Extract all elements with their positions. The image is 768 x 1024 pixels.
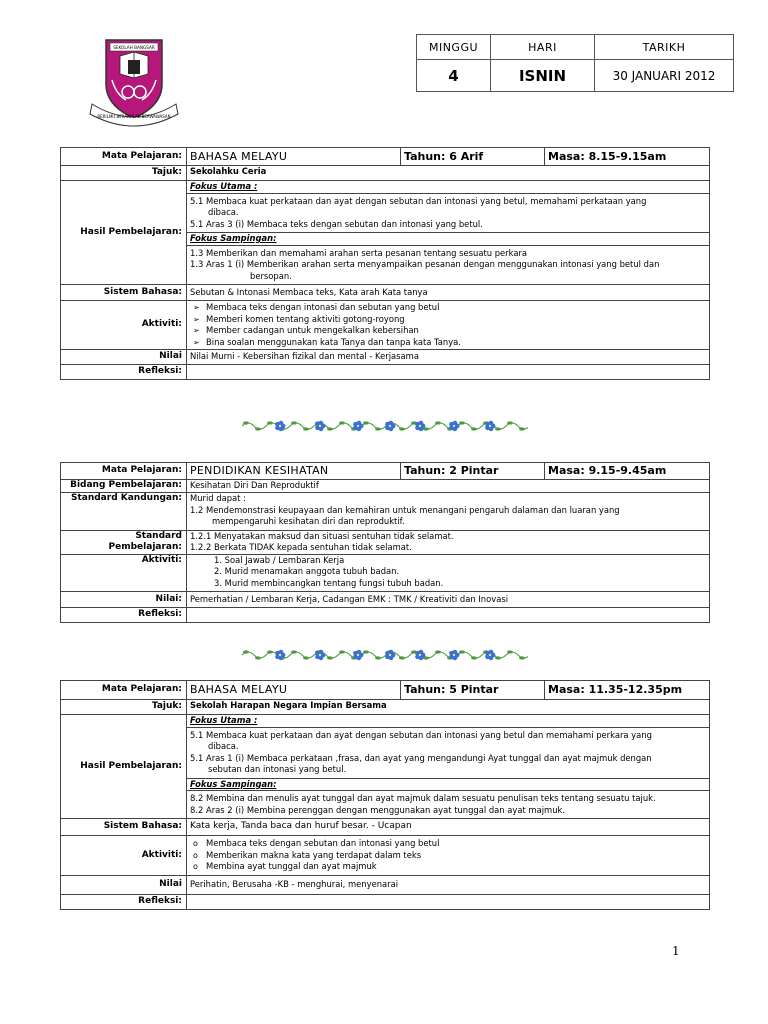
refleksi-label: Refleksi:: [61, 894, 187, 909]
leaf: [519, 656, 525, 659]
aktiviti-item: ➢ Memberi komen tentang aktiviti gotong-royong: [190, 314, 706, 326]
leaf: [471, 656, 477, 659]
fokus-sampingan-item: 1.3 Aras 1 (i) Memberikan arahan serta menyampaikan pesanan dengan menggunakan intonasi yang betul dan: [190, 259, 660, 269]
aktiviti-item: o Membina ayat tunggal dan ayat majmuk: [190, 861, 706, 873]
fokus-utama-item: 5.1 Membaca kuat perkataan dan ayat dengan sebutan dan intonasi yang betul dan memahami perkara yang: [190, 729, 652, 740]
leaf: [255, 656, 261, 659]
masa: Masa: 9.15-9.45am: [545, 463, 710, 480]
flower: [385, 421, 395, 432]
fokus-sampingan-item: 8.2 Aras 2 (i) Membina perenggan dengan menggunakan ayat tunggal dan ayat majmuk.: [190, 804, 566, 815]
sistem-bahasa-label: Sistem Bahasa:: [61, 285, 187, 301]
leaf: [435, 650, 441, 653]
fokus-utama-item-cont: dibaca.: [208, 741, 239, 751]
leaf: [399, 427, 405, 430]
flower: [485, 650, 495, 661]
tahun: Tahun: 2 Pintar: [401, 463, 545, 480]
standard-pembelajaran-item: 1.2.2 Berkata TIDAK kepada sentuhan tidak selamat.: [190, 542, 412, 552]
leaf: [459, 650, 465, 653]
aktiviti-item: ➢ Membaca teks dengan intonasi dan sebutan yang betul: [190, 302, 706, 314]
leaf: [243, 650, 249, 653]
fokus-utama-item: 5.1 Aras 1 (i) Membaca perkataan ,frasa, dan ayat yang mengandungi Ayat tunggal dan ayat majmuk dengan: [190, 752, 652, 763]
leaf: [363, 650, 369, 653]
refleksi-label: Refleksi:: [61, 608, 187, 623]
tajuk: Sekolahku Ceria: [187, 166, 710, 181]
flower: [449, 650, 459, 661]
minggu-header: MINGGU: [417, 35, 491, 60]
school-logo: [86, 34, 182, 130]
fokus-utama-item: 5.1 Aras 3 (i) Membaca teks dengan sebutan dan intonasi yang betul.: [190, 218, 483, 229]
leaf: [375, 427, 381, 430]
mata-pelajaran-label: Mata Pelajaran:: [61, 463, 187, 480]
tahun: Tahun: 6 Arif: [401, 148, 545, 166]
standard-kandungan-item: 1.2 Mendemonstrasi keupayaan dan kemahiran untuk menangani pengaruh dalaman dan luaran yang: [190, 504, 620, 515]
leaf: [507, 650, 513, 653]
tahun: Tahun: 5 Pintar: [401, 681, 545, 700]
refleksi-field[interactable]: [187, 608, 710, 623]
leaf: [303, 656, 309, 659]
leaf: [519, 427, 525, 430]
sistem-bahasa-label: Sistem Bahasa:: [61, 819, 187, 836]
leaf: [435, 421, 441, 424]
refleksi-field[interactable]: [187, 894, 710, 909]
nilai-label: Nilai:: [61, 592, 187, 608]
fokus-sampingan-item: 1.3 Memberikan dan memahami arahan serta pesanan tentang sesuatu perkara: [190, 247, 528, 258]
subject: BAHASA MELAYU: [187, 148, 401, 166]
hari-value: ISNIN: [491, 60, 595, 92]
masa: Masa: 8.15-9.15am: [545, 148, 710, 166]
leaf: [471, 427, 477, 430]
leaf: [303, 427, 309, 430]
aktiviti-item: ➢ Bina soalan menggunakan kata Tanya dan tanpa kata Tanya.: [190, 337, 706, 349]
nilai: Pemerhatian / Lembaran Kerja, Cadangan EMK : TMK / Kreativiti dan Inovasi: [187, 592, 710, 608]
floral-divider: [240, 647, 528, 663]
lesson-table-2: [60, 462, 710, 623]
standard-pembelajaran-label-line1: Standard: [135, 530, 182, 541]
leaf: [363, 421, 369, 424]
flower: [485, 421, 495, 432]
sistem-bahasa: Kata kerja, Tanda baca dan huruf besar. - Ucapan: [187, 819, 710, 836]
leaf: [339, 421, 345, 424]
fokus-utama-label: Fokus Utama :: [190, 181, 258, 191]
logo-motto: BERILMU BERAKHLAK BERWAWASAN: [97, 114, 171, 119]
hasil-pembelajaran-label: Hasil Pembelajaran:: [61, 181, 187, 285]
leaf: [339, 650, 345, 653]
flower: [353, 650, 363, 661]
subject: BAHASA MELAYU: [187, 681, 401, 700]
nilai-label: Nilai: [61, 875, 187, 894]
fokus-sampingan-label: Fokus Sampingan:: [190, 233, 277, 243]
leaf: [255, 427, 261, 430]
leaf: [495, 427, 501, 430]
aktiviti-label: Aktiviti:: [61, 836, 187, 876]
aktiviti-item: o Memberikan makna kata yang terdapat dalam teks: [190, 850, 706, 862]
lesson-table-1: [60, 147, 710, 380]
nilai: Nilai Murni - Kebersihan fizikal dan mental - Kerjasama: [187, 350, 710, 365]
flower: [449, 421, 459, 432]
leaf: [267, 421, 273, 424]
leaf: [399, 656, 405, 659]
leaf: [327, 427, 333, 430]
standard-kandungan-label: Standard Kandungan:: [61, 493, 187, 531]
flower: [353, 421, 363, 432]
fokus-sampingan-item-cont: bersopan.: [250, 270, 292, 281]
tajuk-label: Tajuk:: [61, 166, 187, 181]
leaf: [375, 656, 381, 659]
mata-pelajaran-label: Mata Pelajaran:: [61, 148, 187, 166]
refleksi-field[interactable]: [187, 365, 710, 380]
flower: [315, 421, 325, 432]
masa: Masa: 11.35-12.35pm: [545, 681, 710, 700]
tajuk-label: Tajuk:: [61, 700, 187, 715]
leaf: [291, 650, 297, 653]
page-number: 1: [672, 944, 680, 958]
fokus-utama-item-cont: dibaca.: [208, 207, 239, 217]
leaf: [243, 421, 249, 424]
nilai-label: Nilai: [61, 350, 187, 365]
hasil-pembelajaran-label: Hasil Pembelajaran:: [61, 715, 187, 819]
aktiviti-item: ➢ Member cadangan untuk mengekalkan kebersihan: [190, 325, 706, 337]
sistem-bahasa: Sebutan & Intonasi Membaca teks, Kata arah Kata tanya: [187, 285, 710, 301]
tarikh-value: 30 JANUARI 2012: [595, 60, 734, 92]
leaf: [327, 656, 333, 659]
fokus-sampingan-item: 8.2 Membina dan menulis ayat tunggal dan ayat majmuk dalam sesuatu penulisan teks tentang sesuatu tajuk.: [190, 793, 656, 803]
flower: [385, 650, 395, 661]
floral-divider: [240, 418, 528, 434]
logo-top-text: SEKOLAH BANGSAR: [113, 45, 155, 50]
leaf: [459, 421, 465, 424]
standard-pembelajaran-label: [61, 530, 187, 554]
minggu-value: 4: [417, 60, 491, 92]
flower: [315, 650, 325, 661]
lesson-table-3: [60, 680, 710, 910]
leaf: [267, 650, 273, 653]
aktiviti-label: Aktiviti:: [61, 554, 187, 592]
leaf: [507, 421, 513, 424]
fokus-utama-item: 5.1 Membaca kuat perkataan dan ayat dengan sebutan dan intonasi yang betul, memahami perkataan yang: [190, 195, 647, 206]
mata-pelajaran-label: Mata Pelajaran:: [61, 681, 187, 700]
fokus-utama-label: Fokus Utama :: [190, 715, 258, 725]
subject: PENDIDIKAN KESIHATAN: [187, 463, 401, 480]
tarikh-header: TARIKH: [595, 35, 734, 60]
fokus-sampingan-label: Fokus Sampingan:: [190, 778, 277, 789]
aktiviti-item: 2. Murid menamakan anggota tubuh badan.: [214, 566, 400, 576]
bidang-pembelajaran-label: Bidang Pembelajaran:: [61, 480, 187, 493]
aktiviti-item: 3. Murid membincangkan tentang fungsi tubuh badan.: [214, 577, 444, 588]
standard-pembelajaran-label-line2: Pembelajaran:: [108, 542, 182, 552]
aktiviti-item: o Membaca teks dengan sebutan dan intonasi yang betul: [190, 838, 706, 850]
bidang-pembelajaran: Kesihatan Diri Dan Reproduktif: [187, 480, 710, 493]
refleksi-label: Refleksi:: [61, 365, 187, 380]
standard-kandungan-item: Murid dapat :: [190, 493, 246, 503]
standard-kandungan-item-cont: mempengaruhi kesihatan diri dan reproduktif.: [212, 516, 405, 526]
aktiviti-label: Aktiviti:: [61, 301, 187, 350]
leaf: [291, 421, 297, 424]
fokus-utama-item-cont: sebutan dan intonasi yang betul.: [208, 764, 347, 774]
nilai: Perihatin, Berusaha -KB - menghurai, menyenarai: [187, 875, 710, 894]
tajuk: Sekolah Harapan Negara Impian Bersama: [187, 700, 710, 715]
standard-pembelajaran-item: 1.2.1 Menyatakan maksud dan situasi sentuhan tidak selamat.: [190, 530, 454, 541]
leaf: [495, 656, 501, 659]
week-header-table: [416, 34, 734, 92]
aktiviti-item: 1. Soal Jawab / Lembaran Kerja: [214, 554, 345, 565]
hari-header: HARI: [491, 35, 595, 60]
